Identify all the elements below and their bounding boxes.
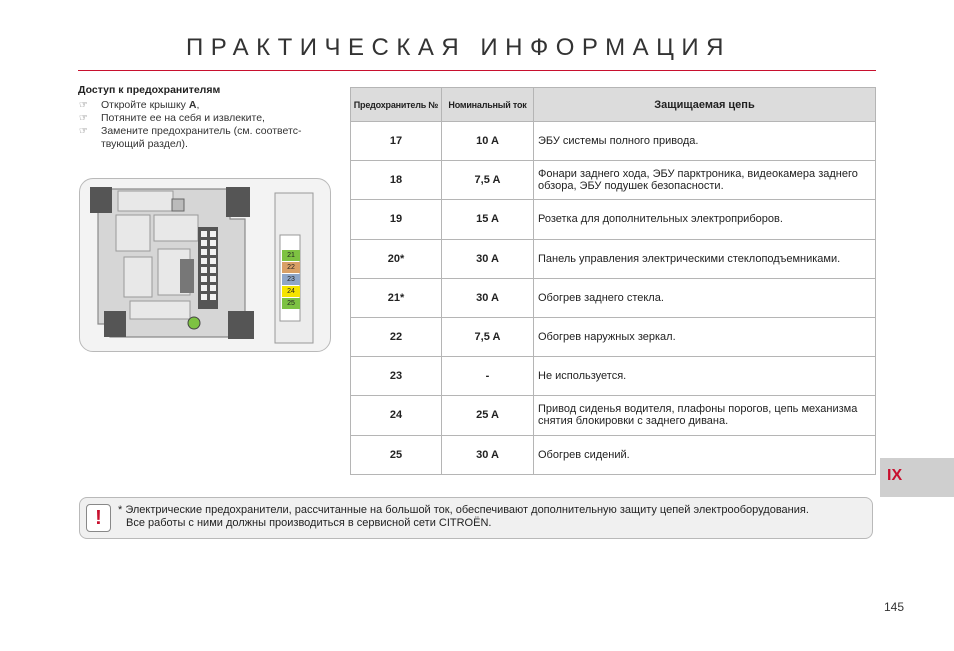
warning-line-1: * Электрические предохранители, рассчитанные на большой ток, обеспечивают дополнительную защиту цепей электрооборудования. [118, 504, 809, 516]
fuse-rating: 7,5 A [442, 317, 534, 356]
fuse-table [350, 87, 876, 475]
step-item: ☞ Замените предохранитель (см. соответс-твующий раздел). [79, 125, 302, 150]
fuse-circuit: Обогрев заднего стекла. [534, 278, 876, 317]
table-row [351, 435, 876, 474]
fuse-label-25: 25 [282, 298, 300, 309]
table-row [351, 317, 876, 356]
fuse-label-24: 24 [282, 286, 300, 297]
fuse-number: 24 [351, 396, 442, 435]
fuse-rating: 30 A [442, 239, 534, 278]
fuse-number: 25 [351, 435, 442, 474]
step-item: ☞ Откройте крышку A, [79, 99, 200, 111]
table-row [351, 357, 876, 396]
warning-icon: ! [86, 504, 111, 532]
fuse-rating: 30 A [442, 278, 534, 317]
fuse-rating: - [442, 357, 534, 396]
header-fuse-number: Предохранитель № [351, 88, 442, 122]
fuse-label-21: 21 [282, 250, 300, 261]
fuse-labels [282, 250, 300, 309]
fuse-label-22: 22 [282, 262, 300, 273]
fuse-number: 20* [351, 239, 442, 278]
steps-list [78, 99, 343, 151]
step-item: ☞ Потяните ее на себя и извлеките, [79, 112, 265, 124]
section-heading: Доступ к предохранителям [78, 84, 221, 96]
hand-pointer-icon: ☞ [79, 113, 88, 124]
fuse-box-diagram [79, 178, 331, 352]
fuse-number: 21* [351, 278, 442, 317]
table-row [351, 239, 876, 278]
table-row [351, 200, 876, 239]
fuse-number: 18 [351, 161, 442, 200]
table-row [351, 161, 876, 200]
title-divider [78, 70, 876, 71]
fuse-circuit: Панель управления электрическими стеклоподъемниками. [534, 239, 876, 278]
fuse-circuit: Обогрев наружных зеркал. [534, 317, 876, 356]
warning-text [118, 504, 809, 529]
fuse-rating: 30 A [442, 435, 534, 474]
fuse-number: 22 [351, 317, 442, 356]
warning-note [79, 497, 873, 539]
header-circuit: Защищаемая цепь [534, 88, 876, 122]
header-rating: Номинальный ток [442, 88, 534, 122]
fuse-circuit: Розетка для дополнительных электроприборов. [534, 200, 876, 239]
table-row [351, 122, 876, 161]
fuse-circuit: Обогрев сидений. [534, 435, 876, 474]
table-row [351, 278, 876, 317]
fuse-rating: 25 A [442, 396, 534, 435]
page-number: 145 [884, 600, 905, 614]
table-header-row [351, 88, 876, 122]
fuse-circuit: Не используется. [534, 357, 876, 396]
fuse-label-23: 23 [282, 274, 300, 285]
hand-pointer-icon: ☞ [79, 100, 88, 111]
fuse-circuit: Привод сиденья водителя, плафоны порогов, цепь механизма снятия блокировки с заднего дивана. [534, 396, 876, 435]
chapter-tab[interactable]: IX [880, 458, 954, 497]
fuse-number: 19 [351, 200, 442, 239]
instructions-section [78, 84, 343, 151]
fuse-circuit: Фонари заднего хода, ЭБУ парктроника, видеокамера заднего обзора, ЭБУ подушек безопасности. [534, 161, 876, 200]
fuse-rating: 15 A [442, 200, 534, 239]
fuse-number: 17 [351, 122, 442, 161]
fuse-rating: 10 A [442, 122, 534, 161]
fuse-circuit: ЭБУ системы полного привода. [534, 122, 876, 161]
hand-pointer-icon: ☞ [79, 126, 88, 137]
fuse-rating: 7,5 A [442, 161, 534, 200]
table-row [351, 396, 876, 435]
fuse-number: 23 [351, 357, 442, 396]
page-title: ПРАКТИЧЕСКАЯ ИНФОРМАЦИЯ [186, 34, 731, 61]
warning-line-2: Все работы с ними должны производиться в сервисной сети CITROËN. [126, 516, 492, 529]
